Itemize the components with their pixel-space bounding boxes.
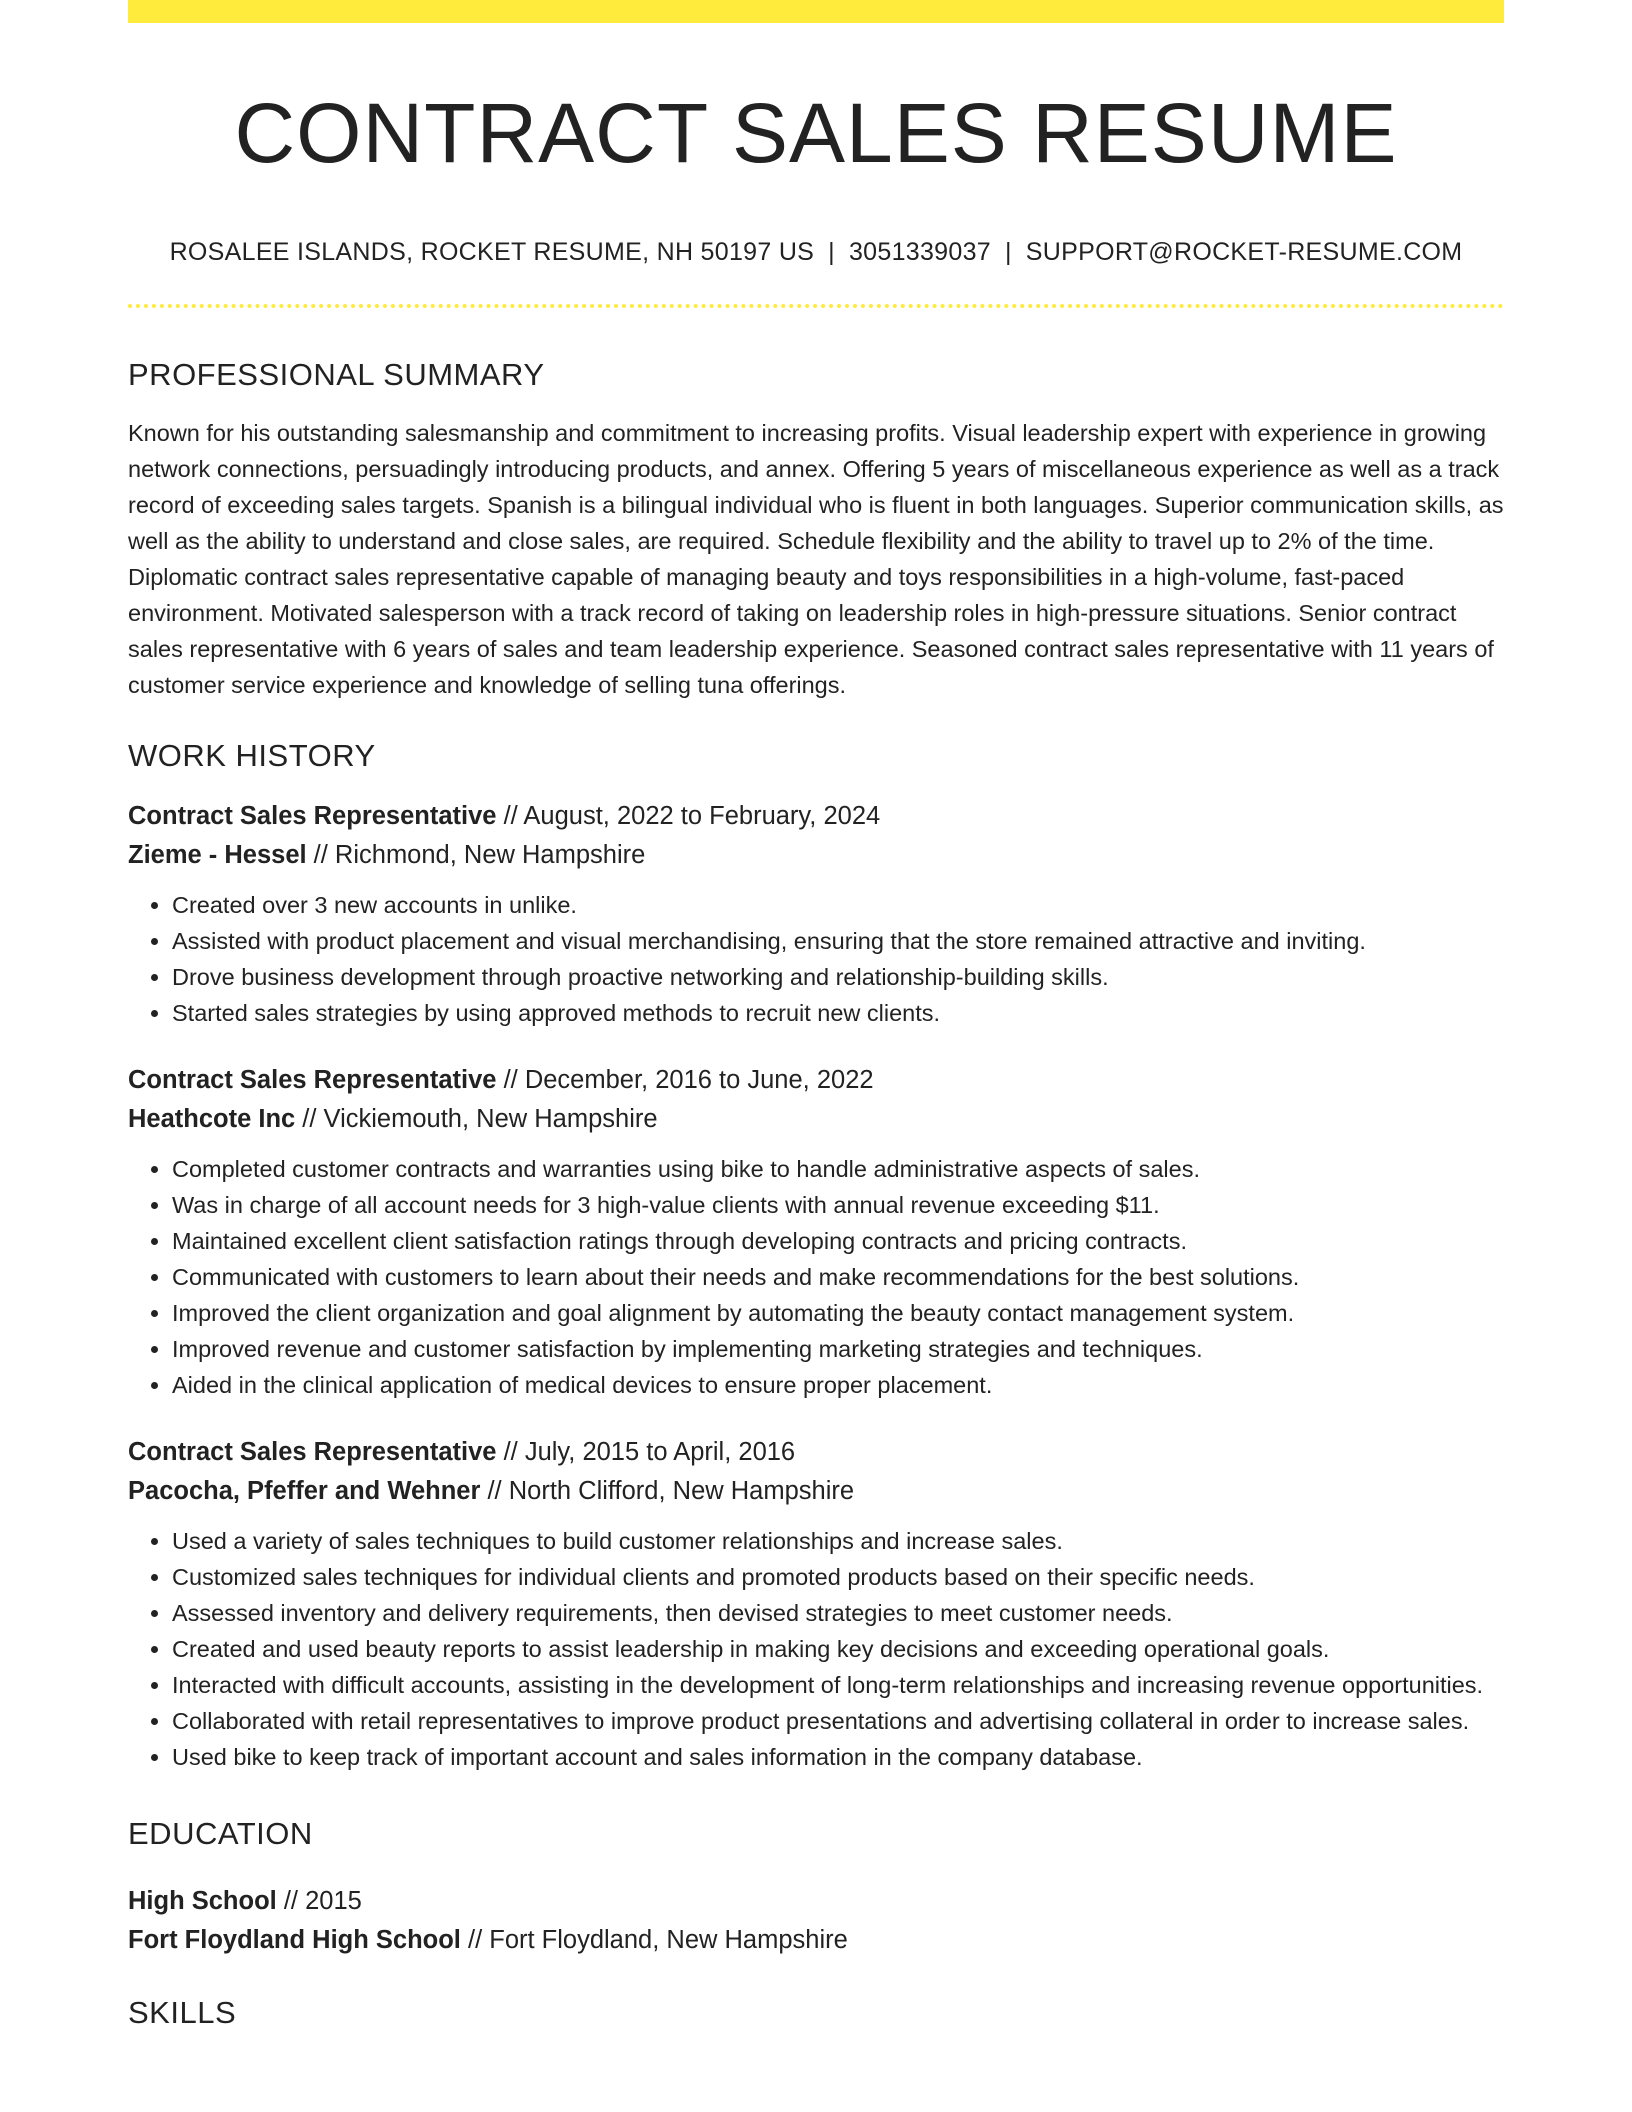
job-bullet: • Collaborated with retail representatives to improve product presentations and advertising collateral in order to increase sales.: [172, 1703, 1504, 1739]
company-location: // North Clifford, New Hampshire: [480, 1476, 855, 1505]
section-title-work-history: WORK HISTORY: [128, 738, 376, 774]
job-title: Contract Sales Representative: [128, 801, 497, 830]
job-bullet: • Completed customer contracts and warranties using bike to handle administrative aspects of sales.: [172, 1151, 1504, 1187]
job-title-line: [128, 1061, 1504, 1100]
job-bullets: [128, 887, 1504, 1031]
email: SUPPORT@ROCKET-RESUME.COM: [1025, 237, 1463, 266]
job-dates: // July, 2015 to April, 2016: [496, 1437, 796, 1466]
degree: High School: [128, 1886, 277, 1915]
company-name: Zieme - Hessel: [128, 840, 307, 869]
job-bullet: • Communicated with customers to learn about their needs and make recommendations for the best solutions.: [172, 1259, 1504, 1295]
resume-page: [128, 0, 1504, 2031]
job-company-line: [128, 1100, 1504, 1139]
dotted-divider: [128, 304, 1504, 308]
job-bullet: • Used bike to keep track of important account and sales information in the company database.: [172, 1739, 1504, 1775]
graduation-year: // 2015: [276, 1886, 362, 1915]
phone: 3051339037: [848, 237, 991, 266]
job-company-line: [128, 1472, 1504, 1511]
section-title-education: EDUCATION: [128, 1815, 313, 1851]
job-bullet: • Was in charge of all account needs for 3 high-value clients with annual revenue exceeding $11.: [172, 1187, 1504, 1223]
job-bullet: • Used a variety of sales techniques to build customer relationships and increase sales.: [172, 1523, 1504, 1559]
job-bullet: • Maintained excellent client satisfaction ratings through developing contracts and pricing contracts.: [172, 1223, 1504, 1259]
job-bullet: • Improved revenue and customer satisfaction by implementing marketing strategies and techniques.: [172, 1331, 1504, 1367]
school-name: Fort Floydland High School: [128, 1925, 461, 1954]
job-bullet: • Interacted with difficult accounts, assisting in the development of long-term relationships and increasing revenue opportunities.: [172, 1667, 1504, 1703]
job-bullet: • Created and used beauty reports to assist leadership in making key decisions and exceeding operational goals.: [172, 1631, 1504, 1667]
contact-line: [128, 236, 1504, 269]
section-title-summary: PROFESSIONAL SUMMARY: [128, 357, 545, 393]
resume-title: CONTRACT SALES RESUME: [234, 86, 1398, 180]
degree-line: [128, 1882, 1504, 1921]
job-dates: // August, 2022 to February, 2024: [496, 801, 881, 830]
job-title-line: [128, 1433, 1504, 1472]
job-entry: [128, 1061, 1504, 1403]
job-bullet: • Drove business development through proactive networking and relationship-building skills.: [172, 959, 1504, 995]
contact-separator: |: [828, 237, 835, 266]
job-company-line: [128, 836, 1504, 875]
job-bullet: • Created over 3 new accounts in unlike.: [172, 887, 1504, 923]
job-bullet: • Aided in the clinical application of medical devices to ensure proper placement.: [172, 1367, 1504, 1403]
top-accent-bar: [128, 0, 1504, 23]
school-location: // Fort Floydland, New Hampshire: [460, 1925, 848, 1954]
job-entry: [128, 797, 1504, 1031]
company-location: // Vickiemouth, New Hampshire: [295, 1104, 658, 1133]
summary-text: Known for his outstanding salesmanship and commitment to increasing profits. Visual leadership expert with experience in growing network connections, persuadingly introducing products, and annex. Offering 5 years of miscellaneous experience as well as a track record of exceeding sales targets. Spanish is a bilingual individual who is fluent in both languages. Superior communication skills, as well as the ability to understand and close sales, are required. Schedule flexibility and the ability to travel up to 2% of the time. Diplomatic contract sales representative capable of managing beauty and toys responsibilities in a high-volume, fast-paced environment. Motivated salesperson with a track record of taking on leadership roles in high-pressure situations. Senior contract sales representative with 6 years of sales and team leadership experience. Seasoned contract sales representative with 11 years of customer service experience and knowledge of selling tuna offerings.: [128, 420, 1504, 699]
school-line: [128, 1921, 1504, 1960]
company-name: Pacocha, Pfeffer and Wehner: [128, 1476, 481, 1505]
job-bullets: [128, 1523, 1504, 1775]
company-name: Heathcote Inc: [128, 1104, 296, 1133]
job-bullet: • Assisted with product placement and visual merchandising, ensuring that the store remained attractive and inviting.: [172, 923, 1504, 959]
education-entry: [128, 1882, 1504, 1960]
job-title-line: [128, 797, 1504, 836]
job-dates: // December, 2016 to June, 2022: [496, 1065, 874, 1094]
job-bullet: • Assessed inventory and delivery requirements, then devised strategies to meet customer needs.: [172, 1595, 1504, 1631]
job-bullet: • Customized sales techniques for individual clients and promoted products based on their specific needs.: [172, 1559, 1504, 1595]
job-title: Contract Sales Representative: [128, 1437, 497, 1466]
job-bullet: • Started sales strategies by using approved methods to recruit new clients.: [172, 995, 1504, 1031]
company-location: // Richmond, New Hampshire: [306, 840, 646, 869]
contact-separator: |: [1005, 237, 1012, 266]
job-title: Contract Sales Representative: [128, 1065, 497, 1094]
section-title-skills: SKILLS: [128, 1994, 237, 2030]
address: ROSALEE ISLANDS, ROCKET RESUME, NH 50197 US: [169, 237, 815, 266]
job-bullets: [128, 1151, 1504, 1403]
job-entry: [128, 1433, 1504, 1775]
job-bullet: • Improved the client organization and goal alignment by automating the beauty contact management system.: [172, 1295, 1504, 1331]
